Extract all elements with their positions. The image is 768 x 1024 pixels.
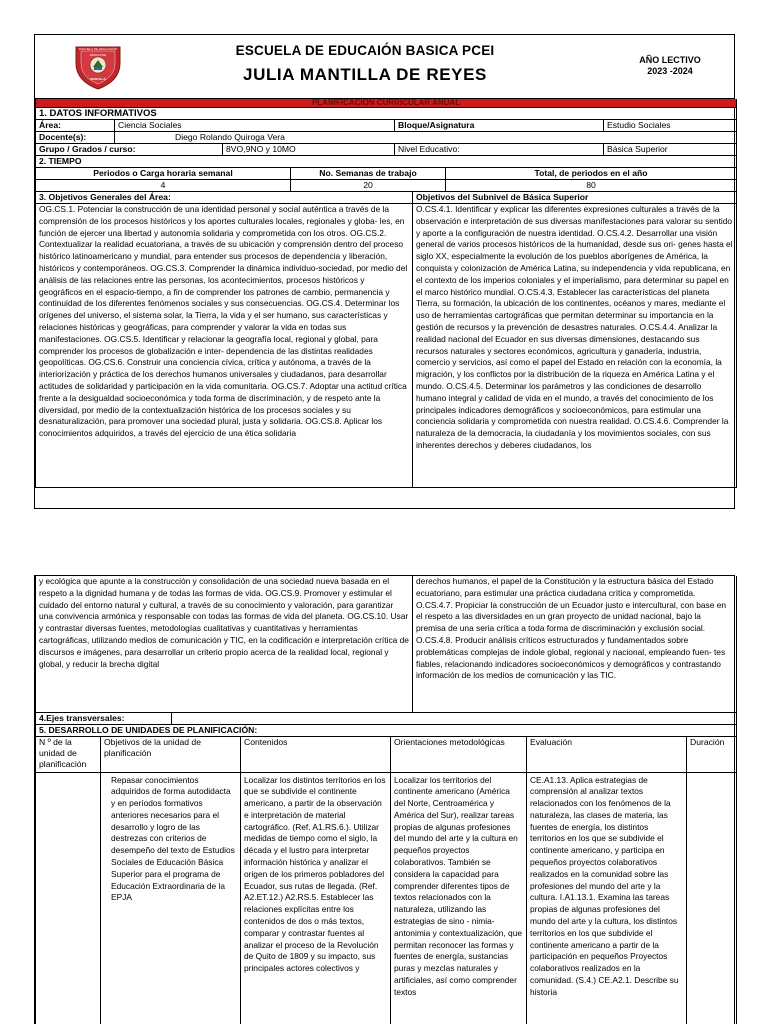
school-shield-logo-icon (73, 41, 123, 91)
section-2-title: 2. TIEMPO (36, 156, 737, 168)
objetivos-subnivel-text: O.CS.4.1. Identificar y explicar las diferentes expresiones culturales a través de la observación e interpretación de sus diversas manifestaciones para valorar su sentido y aporte a la configuración de nuestra identidad. O.CS.4.2. Desarrollar una visión general de varios procesos históricos de la humanidad, desde sus ori- genes hasta el siglo XX, especialmente la evolución de los pueblos aborígenes de América, la conquista y colonización de América Latina, su independencia y vida republicana, en el contexto de los imperios coloniales y el imperialismo, para determinar su papel en el marco histórico mundial. O.CS.4.3. Establecer las características del planeta Tierra, su formación, la ubicación de los continentes, océanos y mares, mediante el uso de herramientas cartográficas que permitan determinar su importancia en la gestión de recursos y la prevención de desastres naturales. O.CS.4.4. Analizar la realidad nacional del Ecuador en sus diversas dimensiones, destacando sus recursos naturales y sectores económicos, agricultura y ganadería, industria, comercio y servicios, así como el papel del Estado en relación con la economía, la migración, y los conflictos por la distribución de la riqueza en América Latina y el mundo. O.CS.4.5. Determinar los parámetros y las condiciones de desarrollo humano integral y calidad de vida en el mundo, a través del conocimiento de los principales indicadores demográficos y socioeconómicos, para estimular una conciencia solidaria y comprometida con nuestra realidad. O.CS.4.6. Comprender la naturaleza de la democracia, la ciudadanía y los movimientos sociales, con sus inherentes derechos y deberes ciudadanos, los (413, 204, 737, 488)
ejes-title: 4.Ejes transversales: (36, 713, 172, 725)
logo-top-text: ESCUELA DE EDUCACIÓN (79, 47, 117, 51)
objetivos-generales-text: OG.CS.1. Potenciar la construcción de una identidad personal y social auténtica a través de la comprensión de los procesos históricos y los aportes culturales locales, regionales y globa- les, en función de ejercer una libertad y autonomía solidaria y comprometida con los otros. OG.CS.2. Contextualizar la realidad ecuatoriana, a través de su ubicación y comprensión dentro del proceso histórico latinoamericano y mundial, para entender sus procesos de dependencia y liberación, históricos y contemporáneos. OG.CS.3. Comprender la dinámica individuo-sociedad, por medio del análisis de las relaciones entre las personas, los acontecimientos, procesos históricos y geográficos en el espacio-tiempo, a fin de comprender los patrones de cambio, permanencia y continuidad de los diferentes fenómenos sociales y sus consecuencias. OG.CS.4. Determinar los orígenes del universo, el sistema solar, la Tierra, la vida y el ser humano, sus características y relaciones históricas y geográficas, para comprender y valorar la vida en todas sus manifestaciones. OG.CS.5. Identificar y relacionar la geografía local, regional y global, para comprender los procesos de globalización e inter- dependencia de las distintas realidades geopolíticas. OG.CS.6. Construir una conciencia cívica, crítica y autónoma, a través de la interiorización y práctica de los derechos humanos universales y ciudadanos, para desarrollar actitudes de solidaridad y participación en la vida comunitaria. OG.CS.7. Adoptar una actitud crítica frente a la desigualdad socioeconómica y toda forma de discriminación, y de respeto ante la diversidad, por medio de la contextualización histórica de los procesos sociales y su desnaturalización, para promover una sociedad plural, justa y solidaria. OG.CS.8. Aplicar los conocimientos adquiridos, a través del ejercicio de una ética solidaria (36, 204, 413, 488)
tiempo-col3-header: Total, de periodos en el año (446, 168, 737, 180)
tiempo-col1-header: Periodos o Carga horaria semanal (36, 168, 291, 180)
header-evaluacion: Evaluación (527, 736, 687, 772)
logo-bottom-text: MANTILLA (90, 77, 106, 81)
tiempo-val3: 80 (446, 180, 737, 192)
document-page-2 (34, 575, 735, 1024)
grupo-value: 8VO,9NO y 10MO (223, 144, 395, 156)
year-label: AÑO LECTIVO (639, 55, 701, 65)
objetivos-subnivel-title: Objetivos del Subnivel de Básica Superior (413, 192, 737, 204)
desarrollo-table (35, 725, 737, 1024)
school-name-line1: ESCUELA DE EDUCAIÓN BASICA PCEI (235, 43, 495, 58)
docente-value: Diego Rolando Quiroga Vera (115, 132, 737, 144)
tiempo-val1: 4 (36, 180, 291, 192)
header-objetivos: Objetivos de la unidad de planificación (101, 736, 241, 772)
tiempo-table (35, 168, 737, 192)
school-year (615, 55, 725, 77)
row-numero (36, 772, 101, 1024)
nivel-value: Básica Superior (604, 144, 737, 156)
bloque-label: Bloque/Asignatura (395, 120, 604, 132)
section-1-title: 1. DATOS INFORMATIVOS (36, 108, 737, 120)
objetivos-table (35, 192, 737, 488)
ejes-table (35, 713, 737, 725)
objetivos-generales-text-cont: y ecológica que apunte a la construcción y consolidación de una sociedad nueva basada en el respeto a la dignidad humana y de todas las formas de vida. OG.CS.9. Promover y estimular el cuidado del entorno natural y cultural, a través de su conocimiento y valoración, para garantizar una convivencia armónica y responsable con todas las formas de vida del planeta. OG.CS.10. Usar y contrastar diversas fuentes, metodologías cualitativas y cuantitativas y herramientas cartográficas, utilizando medios de comunicación y TIC, en la codificación e interpretación crítica de discursos e imágenes, para desarrollar un criterio propio acerca de la realidad local, regional y global, y reducir la brecha digital (36, 576, 413, 712)
area-label: Área: (36, 120, 115, 132)
document-header (35, 35, 734, 99)
school-name-line2: JULIA MANTILLA DE REYES (243, 65, 487, 84)
row-contenidos: Localizar los distintos territorios en los que se subdivide el continente americano, a partir de la observación e interpretación de material cartográfico. (Ref. A1.RS.6.). Utilizar medidas de tiempo como el siglo, la década y el lustro para interpretar información histórica y analizar el origen de los primeros pobladores del Ecuador, sus rutas de llegada. (Ref. A2.ET.12.) A2.RS.5. Establecer las relaciones explícitas entre los contenidos de dos o más textos, comparar y contrastar fuentes al analizar el proceso de la Revolución de Quito de 1809 y su impacto, sus principales actores colectivos y (241, 772, 391, 1024)
row-evaluacion: CE.A1.13. Aplica estrategias de comprensión al analizar textos relacionados con los fenómenos de la naturaleza, las clases de materia, las fuentes de energía, los distintos territorios en los que se subdivide el continente americano, y participa en pequeños proyectos colaborativos realizados en la comunidad sobre las profesiones del mundo del arte y la cultura. I.A1.13.1. Examina las tareas propias de algunas profesiones del mundo del arte y la cultura, los distintos territorios en los que subdivide el continente americano a partir de la participación en pequeños Proyectos colaborativos realizados en la comunidad. (S.4.) CE.A2.1. Describe su historia (527, 772, 687, 1024)
planificacion-banner: PLANIFICACIÓN CURRICULAR ANUAL (36, 99, 737, 108)
document-page-1 (34, 34, 735, 509)
header-orientaciones: Orientaciones metodológicas (391, 736, 527, 772)
bloque-value: Estudio Sociales (604, 120, 737, 132)
header-numero: N º de la unidad de planificación (36, 736, 101, 772)
row-objetivos: Repasar conocimientos adquiridos de forma autodidacta y en períodos formativos anteriores necesarios para el desarrollo y logro de las destrezas con criterios de desempeño del texto de Estudios Sociales de Educación Básica Superior para el programa de Educación Extraordinaria de la EPJA (101, 772, 241, 1024)
objetivos-continuation-table (35, 576, 737, 713)
logo-mid-text: BÁSICA PCEI (89, 54, 107, 57)
section-5-title: 5. DESARROLLO DE UNIDADES DE PLANIFICACIÓN: (36, 725, 737, 737)
objetivos-generales-title: 3. Objetivos Generales del Área: (36, 192, 413, 204)
grupo-label: Grupo / Grados / curso: (36, 144, 223, 156)
header-duracion: Duración (687, 736, 737, 772)
year-value: 2023 -2024 (647, 66, 693, 76)
row-duracion (687, 772, 737, 1024)
docente-label: Docente(s): (36, 132, 115, 144)
area-value: Ciencia Sociales (115, 120, 395, 132)
tiempo-col2-header: No. Semanas de trabajo (291, 168, 446, 180)
ejes-value (172, 713, 737, 725)
tiempo-val2: 20 (291, 180, 446, 192)
objetivos-subnivel-text-cont: derechos humanos, el papel de la Constitución y la estructura básica del Estado ecuatoriano, para estimular una práctica ciudadana crítica y comprometida. O.CS.4.7. Propiciar la construcción de un Ecuador justo e intercultural, con base en el respeto a las diversidades en un gran proyecto de unidad nacional, bajo la premisa de una seria crítica a toda forma de discriminación y exclusión social. O.CS.4.8. Producir análisis críticos estructurados y fundamentados sobre problemáticas complejas de índole global, regional y nacional, empleando fuen- tes fiables, relacionando indicadores socioeconómicos y demográficos y contrastando información de los medios de comunicación y las TIC. (413, 576, 737, 712)
row-orientaciones: Localizar los territorios del continente americano (América del Norte, Centroamérica y América del Sur), realizar tareas propias de algunas profesiones del mundo del arte y la cultura en pequeños proyectos colaborativos. También se considera la capacidad para comprender diferentes tipos de textos relacionados con la naturaleza, utilizando las estrategias de sino - nimia-antonimia y contextualización, que permitan reconocer las formas y fuentes de energía, sustancias puras y mezclas naturales y artificiales, así como comprender textos (391, 772, 527, 1024)
nivel-label: Nivel Educativo: (395, 144, 604, 156)
datos-table (35, 99, 737, 168)
header-contenidos: Contenidos (241, 736, 391, 772)
table-row (36, 772, 737, 1024)
